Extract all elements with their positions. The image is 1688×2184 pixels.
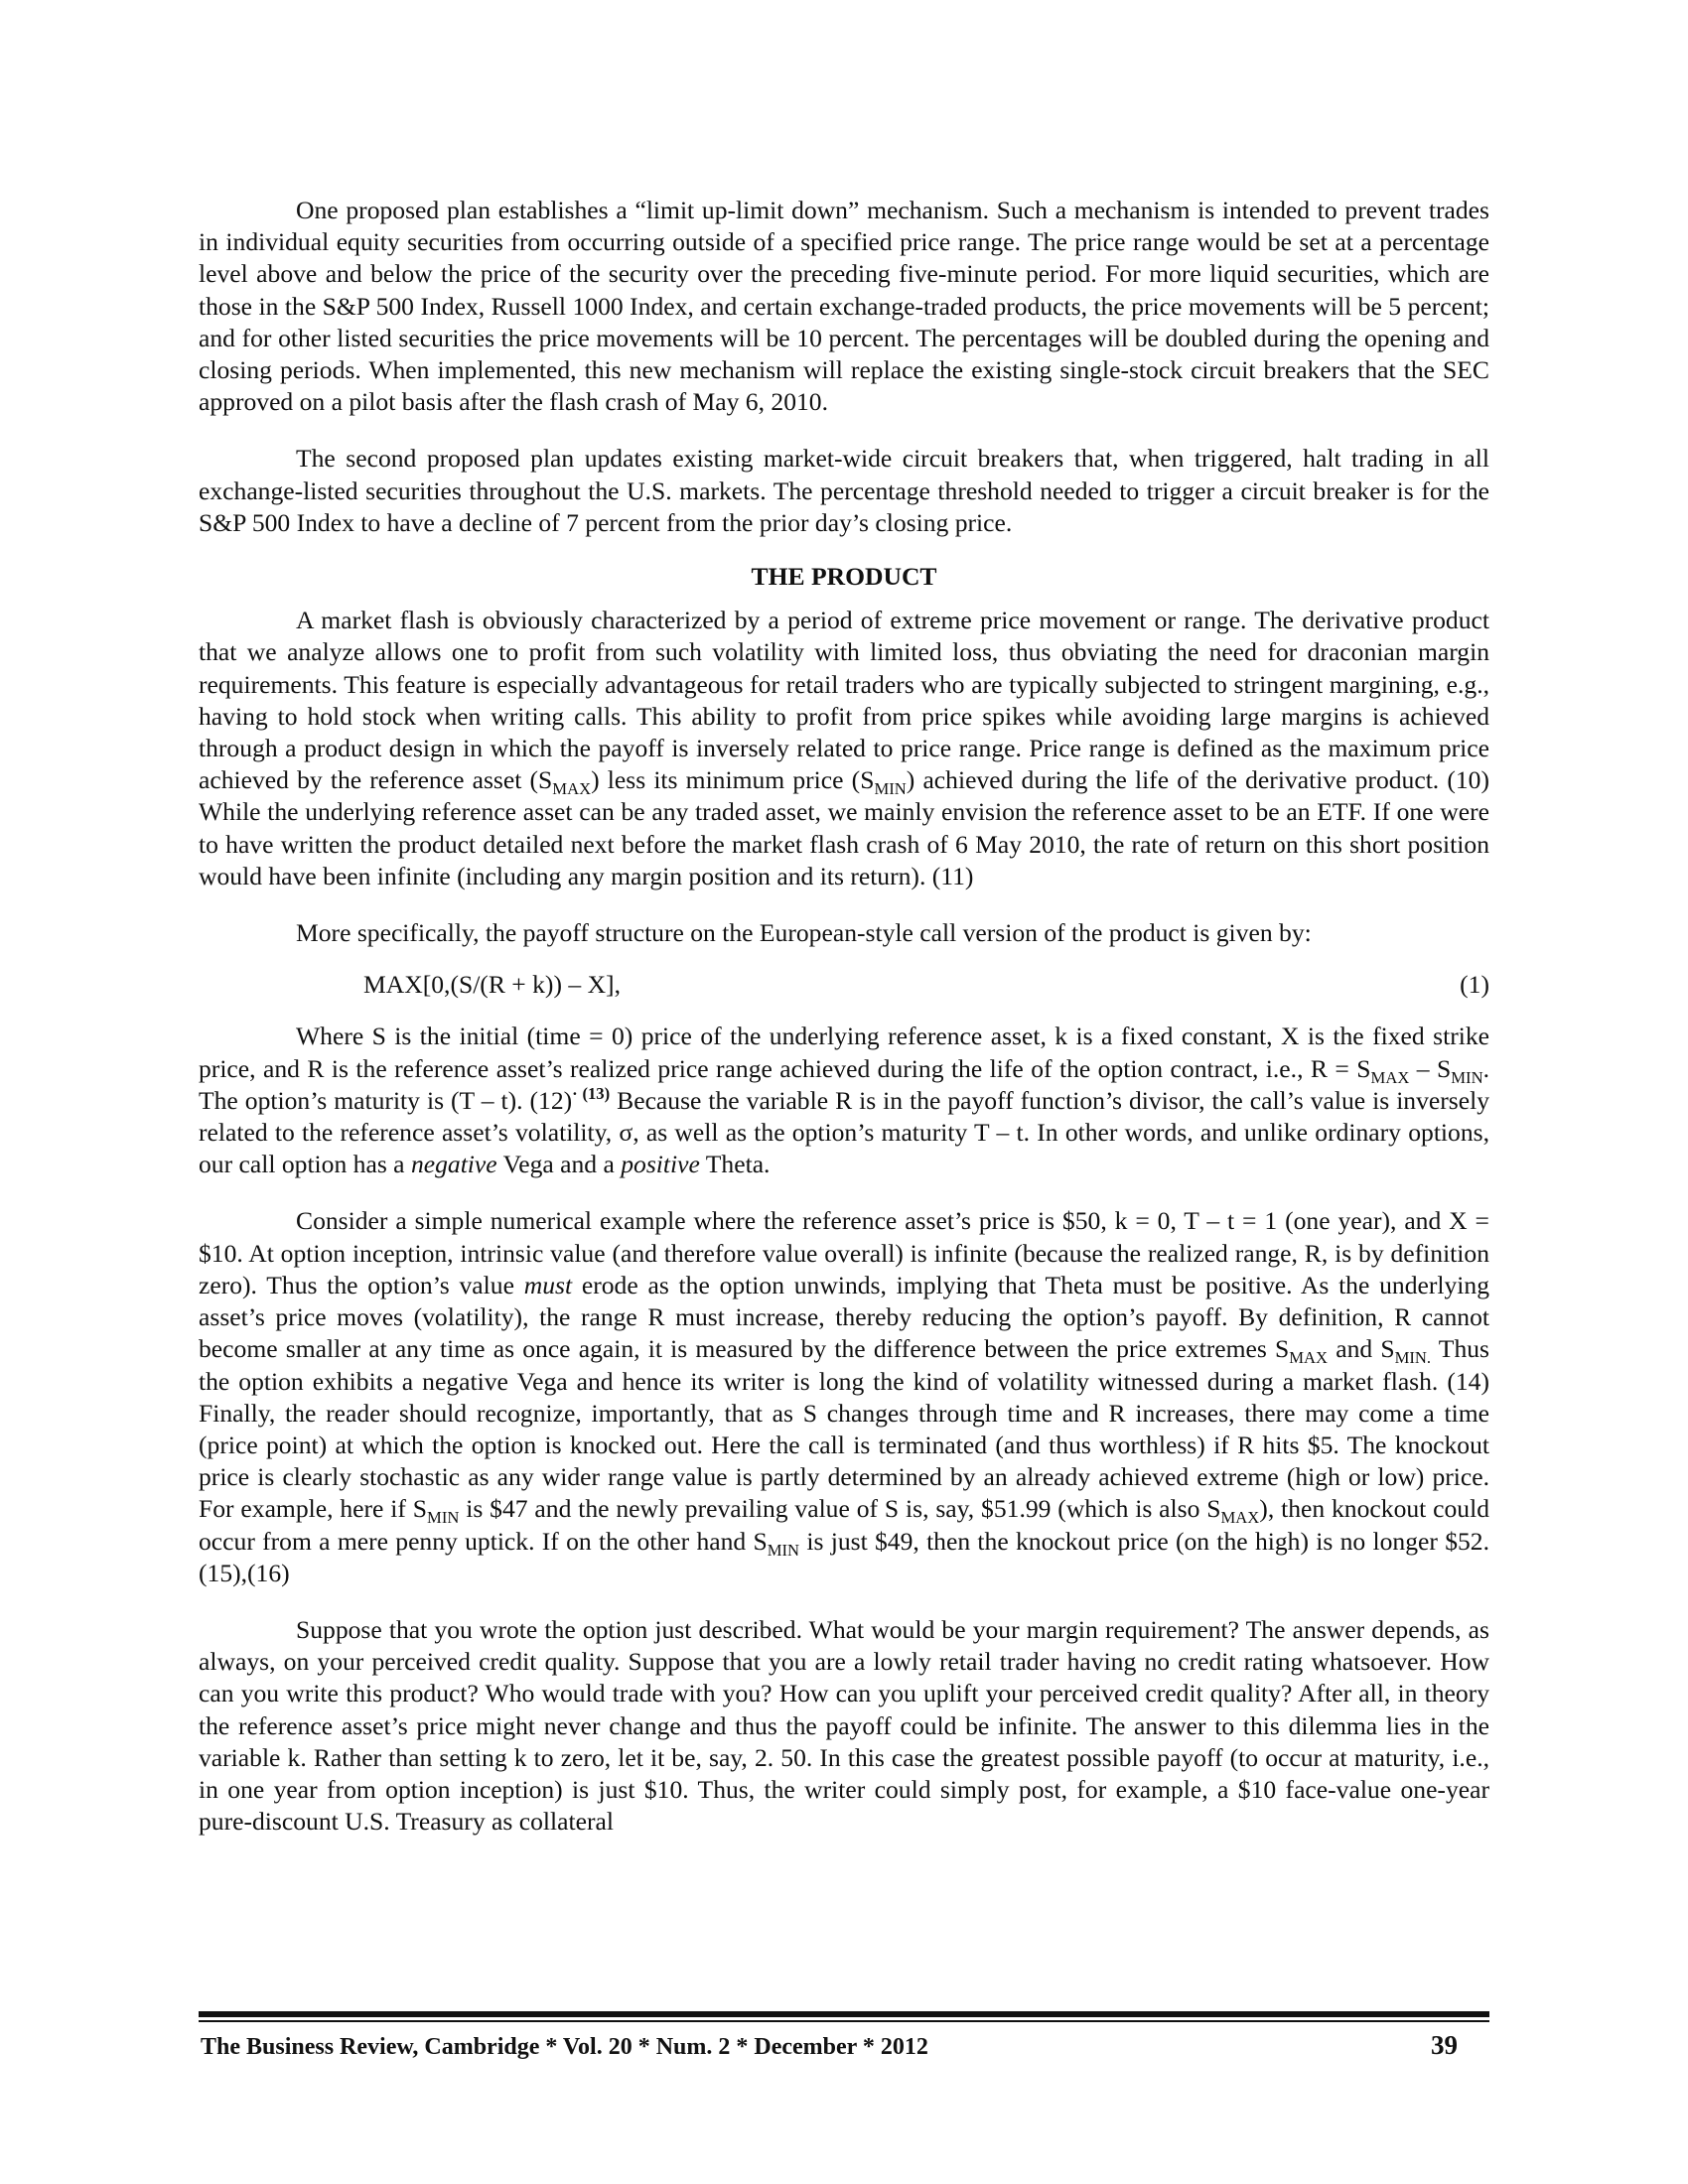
paragraph-market-flash	[199, 605, 1489, 892]
subscript-max: MAX	[1370, 1067, 1410, 1087]
text-run: and S	[1328, 1334, 1395, 1364]
text-run: Theta.	[699, 1150, 771, 1179]
text-run: ) achieved during the life of the derivative product. (10) While the underlying reference asset can be any traded asset, we mainly envision the reference asset to be an ETF. If one were to have written the product detailed next before the market flash crash of 6 May 2010, the rate of return on this short position would have been infinite (including any margin position and its return). (11)	[199, 765, 1489, 890]
page-footer	[199, 2011, 1489, 2061]
paragraph-circuit-breakers: The second proposed plan updates existing market-wide circuit breakers that, when triggered, halt trading in all exchange-listed securities throughout the U.S. markets. The percentage threshold needed to trigger a circuit breaker is for the S&P 500 Index to have a decline of 7 percent from the prior day’s closing price.	[199, 444, 1489, 537]
footer-rule-thin	[199, 2020, 1489, 2022]
paragraph-margin-requirement: Suppose that you wrote the option just described. What would be your margin requirement? The answer depends, as always, on your perceived credit quality. Suppose that you are a lowly retail trader having no credit rating whatsoever. How can you write this product? Who would trade with you? How can you uplift your perceived credit quality? After all, in theory the reference asset’s price might never change and thus the payoff could be infinite. The answer to this dilemma lies in the variable k. Rather than setting k to zero, let it be, say, 2. 50. In this case the greatest possible payoff (to occur at maturity, i.e., in one year from option inception) is just $10. Thus, the writer could simply post, for example, a $10 face-value one-year pure-discount U.S. Treasury as collateral	[199, 1614, 1489, 1837]
subscript-max: MAX	[1289, 1348, 1329, 1368]
equation-1	[199, 969, 1489, 1001]
text-run: – S	[1409, 1053, 1452, 1083]
footer-rule-thick	[199, 2011, 1489, 2017]
text-run: Where S is the initial (time = 0) price of the underlying reference asset, k is a fixed constant, X is the fixed strike price, and R is the reference asset’s realized price range achieved during the life of the option contract, i.e., R = S	[199, 1022, 1489, 1083]
paragraph-payoff-intro: More specifically, the payoff structure on the European-style call version of the product is given by:	[296, 918, 1312, 948]
paragraph-variable-definitions	[199, 1021, 1489, 1180]
subscript-min: MIN	[427, 1508, 460, 1528]
equation-number: (1)	[1460, 970, 1489, 1000]
subscript-min: MIN	[874, 779, 907, 799]
text-run: erode as the option unwinds, implying that Theta must be positive. As the underlying asset’s price moves (volatility), the range R must increase, thereby reducing the option’s payoff. By definition, R cannot become smaller at any time as once again, it is measured by the difference between the price extremes S	[199, 1270, 1489, 1364]
text-run: Vega and a	[496, 1150, 622, 1179]
paragraph-limit-up-limit-down: One proposed plan establishes a “limit up-limit down” mechanism. Such a mechanism is intended to prevent trades in individual equity securities from occurring outside of a specified price range. The price range would be set at a percentage level above and below the price of the security over the preceding five-minute period. For more liquid securities, which are those in the S&P 500 Index, Russell 1000 Index, and certain exchange-traded products, the price movements will be 5 percent; and for other listed securities the price movements will be 10 percent. The percentages will be doubled during the opening and closing periods. When implemented, this new mechanism will replace the existing single-stock circuit breakers that the SEC approved on a pilot basis after the flash crash of May 6, 2010.	[199, 196, 1489, 417]
subscript-max: MAX	[552, 779, 592, 799]
subscript-max: MAX	[1220, 1508, 1260, 1528]
text-run: Consider a simple numerical example where the reference asset’s price is $50, k = 0, T – t = 1 (one year), and X = $10. At option inception, intrinsic value (and therefore value overall) is infinite (because the realized range, R, is by definition zero). Thus the option’s value	[199, 1206, 1489, 1299]
equation-formula: MAX[0,(S/(R + k)) – X],	[363, 970, 621, 1000]
superscript-footnote: · (13)	[572, 1083, 611, 1103]
text-run: Thus the option exhibits a negative Vega and hence its writer is long the kind of volatility witnessed during a market flash. (14) Finally, the reader should recognize, importantly, that as S changes through time and R increases, there may come a time (price point) at which the option is knocked out. Here the call is terminated (and thus worthless) if R hits $5. The knockout price is clearly stochastic as any wider range value is partly determined by an already achieved extreme (high or low) price. For example, here if S	[199, 1334, 1489, 1524]
journal-citation: The Business Review, Cambridge * Vol. 20 * Num. 2 * December * 2012	[201, 2034, 928, 2060]
subscript-min: MIN	[767, 1540, 800, 1560]
emphasis-negative: negative	[410, 1150, 497, 1179]
text-run: A market flash is obviously characterized by a period of extreme price movement or range. The derivative product that we analyze allows one to profit from such volatility with limited loss, thus obviating the need for draconian margin requirements. This feature is especially advantageous for retail traders who are typically subjected to stringent margining, e.g., having to hold stock when writing calls. This ability to profit from price spikes while avoiding large margins is achieved through a product design in which the payoff is inversely related to price range. Price range is defined as the maximum price achieved by the reference asset (S	[199, 606, 1489, 795]
footer-row	[199, 2030, 1489, 2061]
page-number: 39	[1431, 2030, 1458, 2060]
section-heading-the-product: THE PRODUCT	[751, 562, 937, 592]
text-run: ) less its minimum price (S	[591, 765, 875, 795]
page-body	[199, 195, 1489, 1838]
subscript-min: MIN	[1451, 1067, 1483, 1087]
text-run: is just $49, then the knockout price (on the high) is no longer $52. (15),(16)	[199, 1526, 1489, 1587]
emphasis-must: must	[523, 1270, 573, 1299]
text-run: Because the variable R is in the payoff function’s divisor, the call’s value is inversely related to the reference asset’s volatility, σ, as well as the option’s maturity T – t. In other words, and unlike ordinary options, our call option has a	[199, 1085, 1490, 1179]
paragraph-numerical-example	[199, 1205, 1489, 1588]
text-run: . The option’s maturity is (T – t). (12)	[199, 1053, 1489, 1115]
text-run: is $47 and the newly prevailing value of S is, say, $51.99 (which is also S	[459, 1494, 1221, 1524]
emphasis-positive: positive	[621, 1150, 700, 1179]
subscript-min: MIN.	[1394, 1348, 1432, 1368]
text-run: ), then knockout could occur from a mere penny uptick. If on the other hand S	[199, 1494, 1489, 1556]
